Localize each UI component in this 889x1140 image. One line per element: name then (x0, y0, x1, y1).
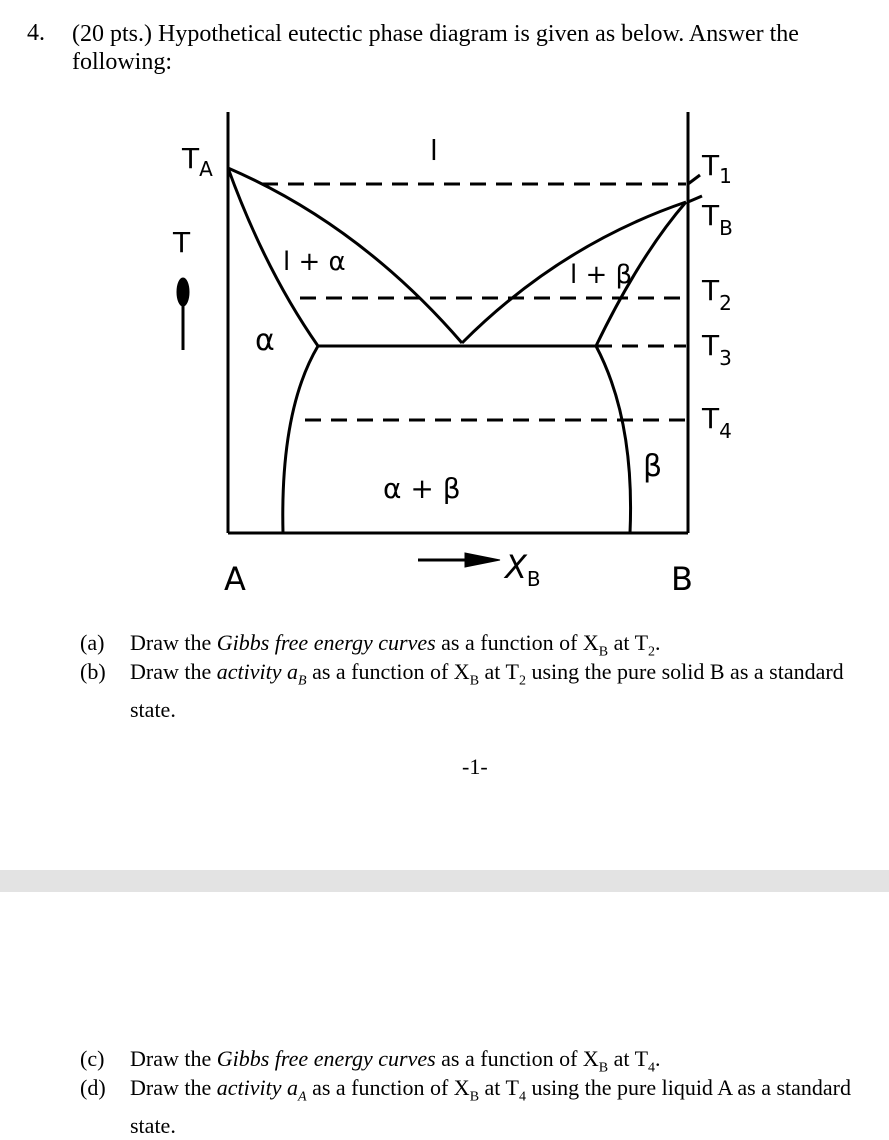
question-text: (20 pts.) Hypothetical eutectic phase diagram is given as below. Answer the following: (72, 21, 799, 75)
label-T4: $T_4$ (702, 402, 732, 443)
label-A: A (224, 560, 246, 598)
label-beta: β (643, 449, 663, 484)
label-alpha: α (255, 323, 275, 358)
question-number: 4. (27, 20, 45, 46)
page-1: 4. (20 pts.) Hypothetical eutectic phase diagram is given as below. Answer the following: $T_A$ T l l + α l + β α β α + β $T_1$ $T_B$ $T_2$ $T_3$ $T_4$ A B $X_B$ (a) Draw the Gibbs free energy curves as a function of $X_B$ at $T_2$. (b) Draw the activity $a_B$ as a function of $X_B$ at $T_2$ using the pure solid B as a standard state. -1- (0, 0, 889, 870)
page-separator (0, 870, 889, 892)
label-T2: $T_2$ (702, 274, 732, 315)
label-alpha-beta: α + β (383, 472, 461, 505)
label-l-alpha: l + α (283, 247, 346, 277)
composition-arrow (418, 553, 500, 567)
temperature-arrow (177, 278, 189, 350)
page-2: (c) Draw the Gibbs free energy curves as a function of $X_B$ at $T_4$. (d) Draw the activity $a_A$ as a function of $X_B$ at $T_4$ using the pure liquid A as a standard state. (0, 892, 889, 1137)
label-TA: $T_A$ (182, 142, 213, 181)
label-liquid: l (430, 134, 438, 167)
label-T3: $T_3$ (702, 329, 732, 370)
page-number: -1- (462, 754, 488, 779)
label-B: B (671, 560, 693, 598)
label-T1: $T_1$ (702, 149, 732, 188)
eutectic-phase-diagram (140, 100, 740, 600)
solvus-left (283, 346, 318, 533)
label-T-axis: T (173, 226, 191, 259)
solvus-right (596, 346, 631, 533)
label-XB: $X_B$ (505, 548, 541, 591)
label-TB: $T_B$ (702, 199, 733, 240)
label-l-beta: l + β (570, 260, 633, 290)
